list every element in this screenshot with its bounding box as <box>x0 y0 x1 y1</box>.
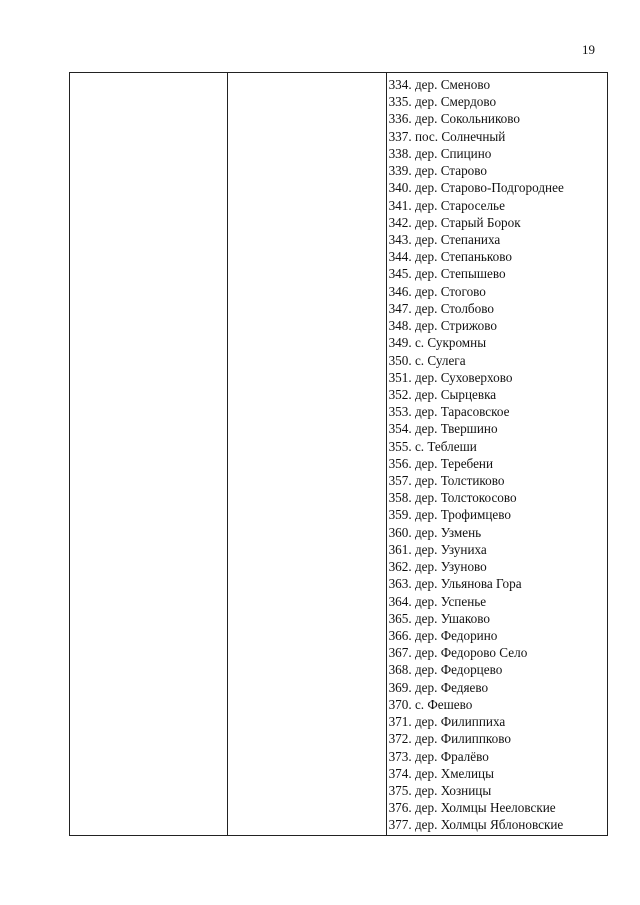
settlement-item: 347. дер. Столбово <box>388 300 494 316</box>
settlement-item: 355. с. Теблеши <box>388 438 477 454</box>
settlement-item: 371. дер. Филиппиха <box>388 714 506 730</box>
settlement-item: 342. дер. Старый Борок <box>388 214 521 230</box>
settlement-item: 375. дер. Хозницы <box>388 782 492 798</box>
settlement-item: 376. дер. Холмцы Нееловские <box>388 800 556 816</box>
settlement-item: 359. дер. Трофимцево <box>388 507 512 523</box>
settlement-item: 354. дер. Твершино <box>388 421 498 437</box>
settlement-item: 351. дер. Суховерхово <box>388 369 513 385</box>
settlement-item: 365. дер. Ушаково <box>388 610 490 626</box>
settlement-item: 374. дер. Хмелицы <box>388 765 494 781</box>
settlement-item: 348. дер. Стрижово <box>388 318 497 334</box>
settlement-item: 343. дер. Степаниха <box>388 231 501 247</box>
settlement-item: 352. дер. Сырцевка <box>388 386 497 402</box>
settlement-item: 350. с. Сулега <box>388 352 466 368</box>
settlements-column <box>386 73 607 836</box>
settlement-item: 370. с. Фешево <box>388 696 473 712</box>
settlement-item: 361. дер. Узуниха <box>388 541 487 557</box>
settlement-item: 340. дер. Старово-Подгороднее <box>388 180 564 196</box>
page-number: 19 <box>582 42 595 57</box>
settlement-item: 346. дер. Стогово <box>388 283 486 299</box>
settlement-item: 336. дер. Сокольниково <box>388 111 521 127</box>
table-row <box>70 73 608 836</box>
settlement-item: 353. дер. Тарасовское <box>388 404 510 420</box>
settlement-item: 356. дер. Теребени <box>388 455 494 471</box>
settlement-item: 369. дер. Федяево <box>388 679 489 695</box>
settlement-item: 338. дер. Спицино <box>388 145 492 161</box>
settlement-item: 339. дер. Старово <box>388 163 488 179</box>
settlement-item: 349. с. Сукромны <box>388 335 487 351</box>
settlements-table <box>69 72 608 836</box>
empty-column-1 <box>70 73 228 836</box>
settlement-item: 345. дер. Степышево <box>388 266 506 282</box>
settlement-item: 367. дер. Федорово Село <box>388 645 528 661</box>
settlement-item: 377. дер. Холмцы Яблоновские <box>388 817 564 833</box>
settlement-item: 344. дер. Степаньково <box>388 249 512 265</box>
settlement-item: 357. дер. Толстиково <box>388 473 505 489</box>
settlement-item: 334. дер. Сменово <box>388 77 491 92</box>
settlement-item: 364. дер. Успенье <box>388 593 487 609</box>
settlement-item: 335. дер. Смердово <box>388 94 497 110</box>
settlement-item: 373. дер. Фралёво <box>388 748 489 764</box>
settlement-item: 366. дер. Федорино <box>388 628 498 643</box>
settlement-item: 362. дер. Узуново <box>388 559 487 575</box>
empty-column-2 <box>228 73 386 836</box>
settlement-item: 341. дер. Староселье <box>388 197 505 213</box>
settlement-list <box>387 73 607 834</box>
settlement-item: 337. пос. Солнечный <box>388 128 506 144</box>
settlement-item: 372. дер. Филиппково <box>388 731 511 747</box>
settlement-item: 368. дер. Федорцево <box>388 662 503 678</box>
settlement-item: 360. дер. Узмень <box>388 524 482 540</box>
settlement-item: 363. дер. Ульянова Гора <box>388 576 522 592</box>
settlement-item: 358. дер. Толстокосово <box>388 490 517 506</box>
